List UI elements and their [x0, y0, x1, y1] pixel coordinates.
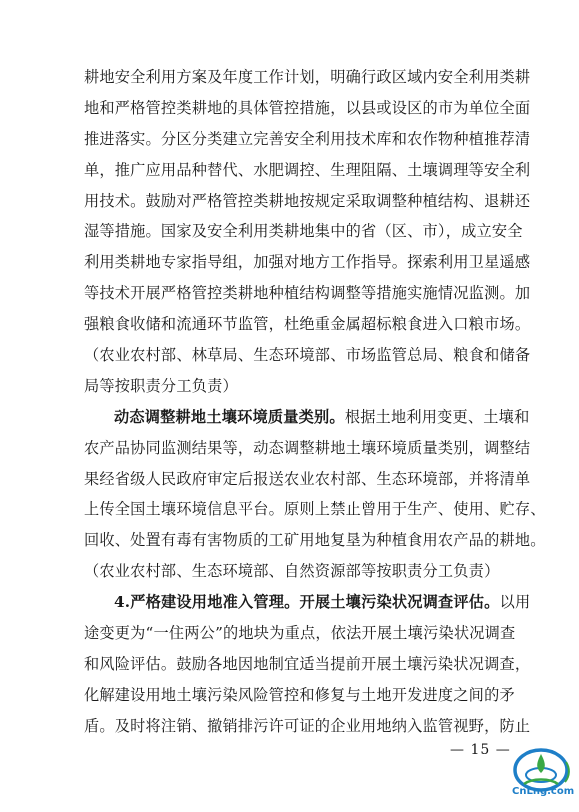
text-line: 局等按职责分工负责）: [84, 376, 238, 395]
text-line: 化解建设用地土壤污染风险管控和修复与土地开发进度之间的矛: [84, 685, 515, 704]
text-line: 用技术。鼓励对严格管控类耕地按规定采取调整种植结构、退耕还: [84, 191, 531, 210]
paragraph-heading-line: [84, 402, 530, 433]
paragraph-body: [84, 618, 531, 742]
page-number: — 15 —: [450, 742, 511, 758]
text-line: 果经省级人民政府审定后报送农业农村部、生态环境部，并将清单: [84, 469, 531, 488]
text-line: 回收、处置有毒有害物质的工矿用地复垦为种植食用农产品的耕地。: [84, 531, 546, 550]
text-line: 途变更为“一住两公”的地块为重点，依法开展土壤污染状况调查: [84, 624, 516, 643]
paragraph-heading-line: [84, 587, 531, 618]
section-heading: 4.严格建设用地准入管理。开展土壤污染状况调查评估。: [114, 593, 500, 612]
text-line: 强粮食收储和流通环节监管，杜绝重金属超标粮食进入口粮市场。: [84, 315, 531, 334]
text-line: 地和严格管控类耕地的具体管控措施，以县或设区的市为单位全面: [84, 98, 531, 117]
text-line: 盾。及时将注销、撤销排污许可证的企业用地纳入监管视野，防止: [84, 716, 531, 735]
text-line: 推进落实。分区分类建立完善安全利用技术库和农作物种植推荐清: [84, 129, 531, 148]
text-line: 耕地安全利用方案及年度工作计划，明确行政区域内安全利用类耕: [84, 68, 531, 86]
paragraph-text: 根据土地利用变更、土壤和: [344, 407, 530, 426]
paragraph-body: [84, 433, 546, 587]
text-line: （农业农村部、林草局、生态环境部、市场监管总局、粮食和储备: [84, 346, 531, 365]
text-line: 单，推广应用品种替代、水肥调控、生理阻隔、土壤调理等安全利: [84, 160, 531, 179]
text-line: 湿等措施。国家及安全利用类耕地集中的省（区、市），成立安全: [84, 222, 523, 241]
paragraph-continued: [84, 62, 531, 402]
text-line: 利用类耕地专家指导组，加强对地方工作指导。探索利用卫星遥感: [84, 253, 531, 272]
text-line: 上传全国土壤环境信息平台。原则上禁止曾用于生产、使用、贮存、: [84, 500, 546, 519]
text-line: 和风险评估。鼓励各地因地制宜适当提前开展土壤污染状况调查，: [84, 654, 531, 673]
text-line: （农业农村部、生态环境部、自然资源部等按职责分工负责）: [84, 562, 500, 581]
paragraph-text: 以用: [499, 593, 531, 612]
text-line: 等技术开展严格管控类耕地种植结构调整等措施实施情况监测。加: [84, 284, 531, 303]
text-line: 农产品协同监测结果等，动态调整耕地土壤环境质量类别，调整结: [84, 438, 531, 457]
watermark-text: CnLng.com: [512, 786, 575, 797]
document-body: [84, 62, 546, 742]
paragraph-heading: 动态调整耕地土壤环境质量类别。: [114, 407, 345, 426]
